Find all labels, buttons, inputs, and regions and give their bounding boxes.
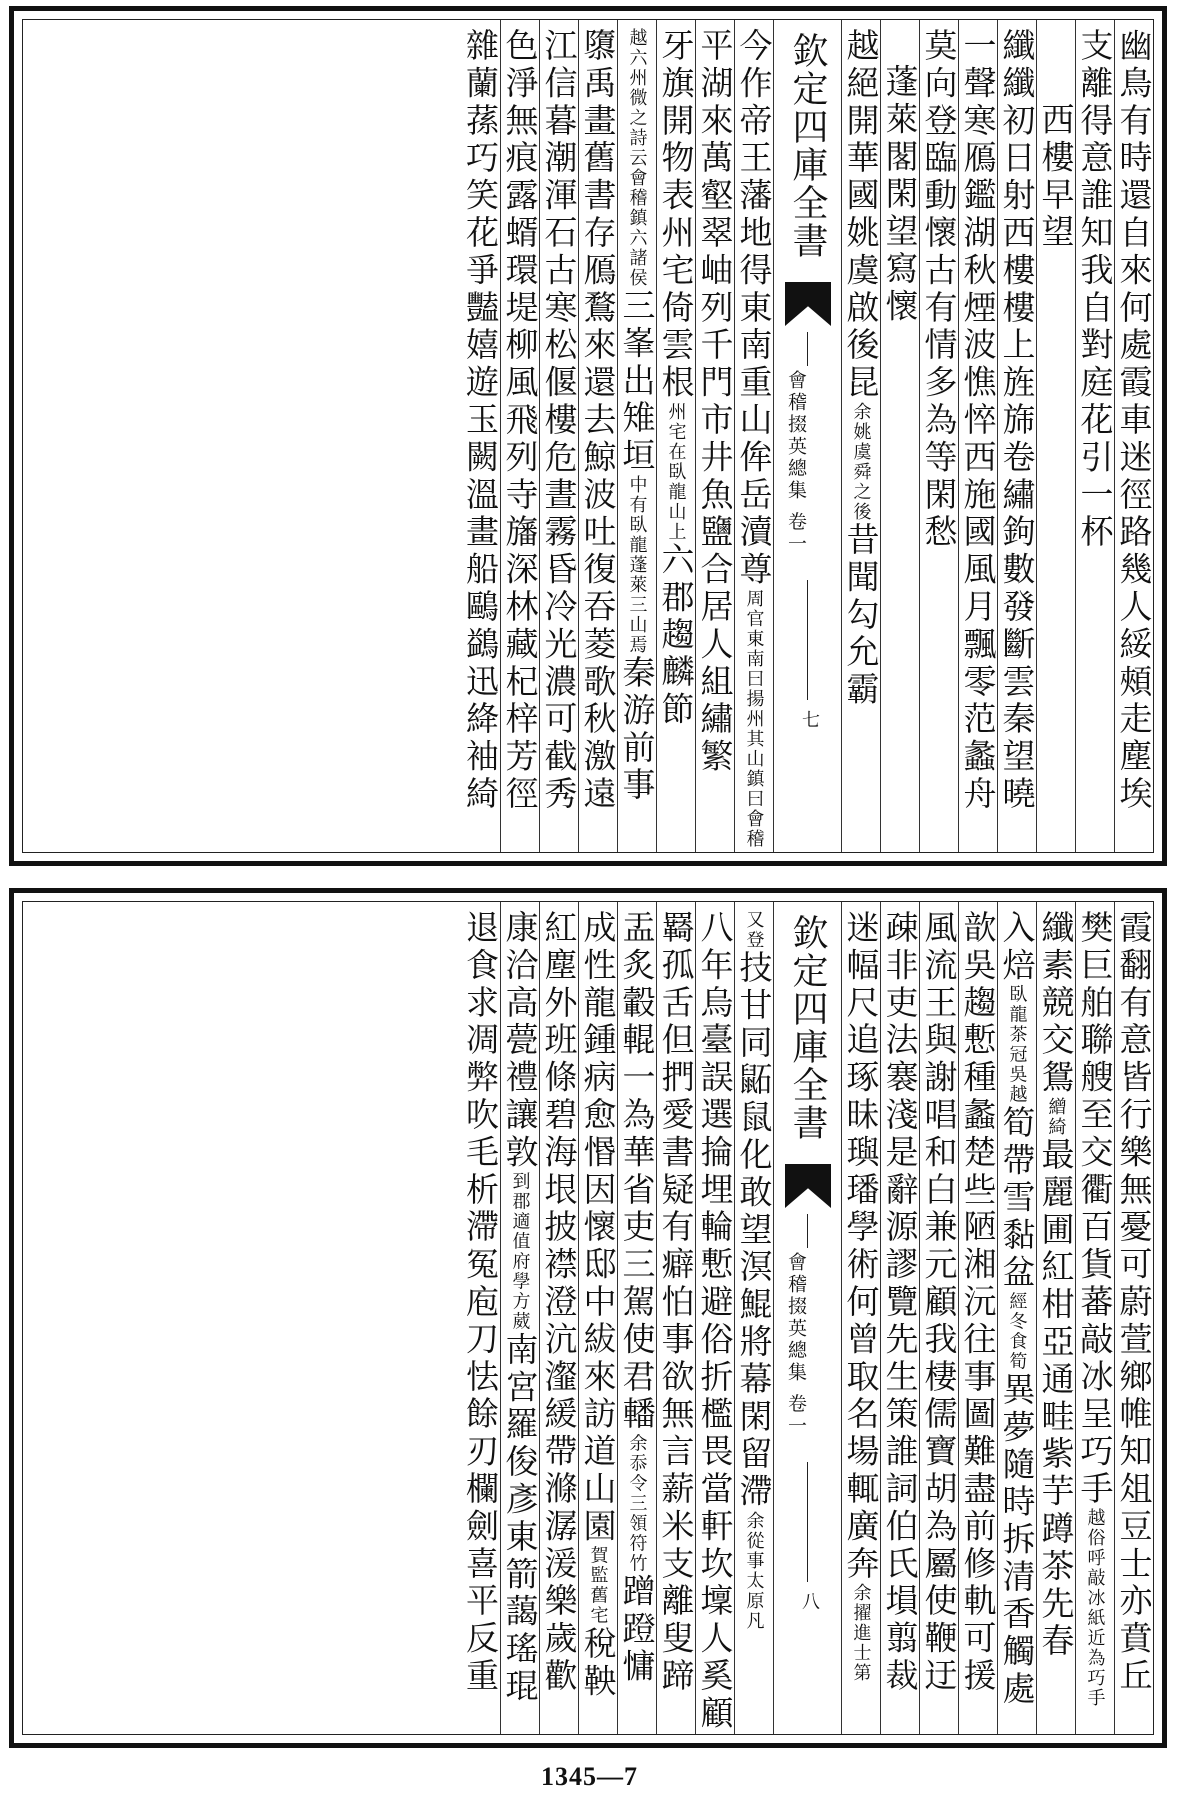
column-text: 南宮羅俊彥東箭藹瑤琨 bbox=[500, 1331, 539, 1706]
column-text-group bbox=[1077, 910, 1114, 1734]
column-text: 歆吳趨慙種蠡楚些陋湘沅往事圖難盡前修軌可援 bbox=[958, 910, 997, 1696]
inline-annotation: 余忝令三領符竹 bbox=[626, 1433, 648, 1574]
bottom-page-panel bbox=[9, 888, 1167, 1748]
text-column bbox=[461, 902, 500, 1734]
inline-annotation: 越俗呼敲冰紙近為巧手 bbox=[1084, 1508, 1106, 1709]
column-text: 最麗圃紅柑亞通畦紫芋蹲茶先春 bbox=[1036, 1137, 1075, 1661]
inline-annotation: 經冬食筍 bbox=[1006, 1291, 1028, 1372]
column-text: 纖纖初日射西樓樓上旌旆卷繡鉤數發斷雲秦望曉 bbox=[997, 28, 1036, 814]
top-page-columns bbox=[23, 20, 1153, 852]
poem-title: 西樓早望 bbox=[1036, 102, 1075, 252]
text-column bbox=[1075, 902, 1114, 1734]
column-text: 今作帝王藩地得東南重山侔岳瀆尊 bbox=[734, 28, 773, 589]
column-text-group bbox=[843, 28, 880, 852]
inline-annotation: 余擢進士第 bbox=[850, 1583, 872, 1684]
column-text: 羇孤舌但捫愛書疑有癖怕事欲無言薪米支離叟蹄 bbox=[656, 910, 695, 1696]
banner-page-number: 八 bbox=[799, 1592, 820, 1610]
column-text-group bbox=[1038, 910, 1075, 1734]
column-text: 雜蘭蓀巧笑花爭豔嬉遊玉闕溫畫船鷗鷁迅絳袖綺 bbox=[461, 28, 500, 814]
column-text: 六郡趨麟節 bbox=[656, 542, 695, 729]
column-text: 色淨無痕露蝑環堤柳風飛列寺旛深林藏杞梓芳徑 bbox=[500, 28, 539, 814]
fish-tail-mark bbox=[785, 1164, 831, 1208]
top-page-panel bbox=[9, 6, 1167, 866]
center-banner bbox=[773, 902, 841, 1734]
column-text: 越絕開華國姚虞啟後昆 bbox=[841, 28, 880, 402]
column-text: 幽鳥有時還自來何處霞車迷徑路幾人綏頰走塵埃 bbox=[1114, 28, 1153, 814]
column-text: 迷幅尺追琢昧璵璠學術何曾取名場輒廣奔 bbox=[841, 910, 880, 1584]
column-text: 牙旗開物表州宅倚雲根 bbox=[656, 28, 695, 402]
inline-annotation: 中有臥龍蓬萊三山焉 bbox=[626, 475, 648, 655]
banner-rule bbox=[807, 1462, 808, 1582]
inline-annotation: 賀監舊宅 bbox=[587, 1545, 609, 1626]
inline-annotation: 繒綺 bbox=[1045, 1097, 1067, 1137]
text-column bbox=[461, 20, 500, 852]
fish-tail-mark bbox=[785, 282, 831, 326]
inline-annotation: 余姚虞舜之後 bbox=[850, 402, 872, 522]
banner-rule bbox=[807, 580, 808, 700]
column-text: 平湖來萬壑翠岫列千門市井魚鹽合居人組繡繁 bbox=[695, 28, 734, 776]
column-text: 隳禹畫舊書存鴈鶩來還去鯨波吐復吞菱歌秋激遠 bbox=[578, 28, 617, 814]
inline-annotation: 到郡適值府學方葳 bbox=[509, 1171, 531, 1332]
column-text: 江信暮潮渾石古寒松偃樓危晝霧昏冷光濃可截秀 bbox=[539, 28, 578, 814]
column-text: 霞翻有意皆行樂無憂可蔚萱鄉帷知俎豆士亦賁丘 bbox=[1114, 910, 1153, 1696]
text-column bbox=[880, 902, 919, 1734]
text-column bbox=[997, 20, 1036, 852]
text-column bbox=[1075, 20, 1114, 852]
column-text-group bbox=[502, 910, 539, 1734]
column-text-group bbox=[736, 910, 773, 1734]
column-text: 風流王與謝唱和白兼元顧我棲儒寶胡為屬使鞭迂 bbox=[919, 910, 958, 1696]
column-text: 支離得意誰知我自對庭花引一杯 bbox=[1075, 28, 1114, 552]
text-column bbox=[997, 902, 1036, 1734]
text-column bbox=[539, 902, 578, 1734]
column-text: 稅鞅 bbox=[578, 1625, 617, 1701]
banner-rule bbox=[807, 1214, 808, 1248]
column-text: 昔聞勾允霸 bbox=[841, 522, 880, 709]
text-column bbox=[1114, 20, 1153, 852]
column-text: 退食求凋弊吹毛析滯冤庖刀怯餘刃欄劍喜平反重 bbox=[461, 910, 500, 1696]
text-column bbox=[919, 902, 958, 1734]
text-column bbox=[539, 20, 578, 852]
column-text-group bbox=[843, 910, 880, 1734]
text-column bbox=[841, 20, 880, 852]
inline-annotation: 臥龍茶冠吳越 bbox=[1006, 984, 1028, 1105]
column-text: 一聲寒鴈鑑湖秋煙波憔悴西施國風月飄零范蠡舟 bbox=[958, 28, 997, 814]
column-text: 八年烏臺誤選掄埋輪慙避俗折檻畏當軒坎壈人奚顧 bbox=[695, 910, 734, 1733]
banner-subtitle: 會稽掇英總集 卷一 bbox=[785, 370, 807, 556]
text-column bbox=[734, 902, 773, 1734]
text-column bbox=[617, 902, 656, 1734]
column-text: 纖素競交鴛 bbox=[1036, 910, 1075, 1097]
column-text: 三峯出雉垣 bbox=[617, 288, 656, 475]
scan-page-number: 1345—7 bbox=[541, 1762, 638, 1791]
text-column bbox=[617, 20, 656, 852]
bottom-page-frame bbox=[22, 901, 1154, 1735]
poem-title-column bbox=[880, 20, 919, 852]
text-column bbox=[1036, 902, 1075, 1734]
column-text-group bbox=[999, 910, 1036, 1734]
text-column bbox=[958, 902, 997, 1734]
text-column bbox=[734, 20, 773, 852]
column-text-group bbox=[619, 28, 656, 852]
column-text: 成性龍鍾病愈惽因懷邸中紱來訪道山園 bbox=[578, 910, 617, 1546]
inline-annotation: 又登 bbox=[743, 910, 765, 950]
text-column bbox=[656, 20, 695, 852]
column-text: 秦游前事 bbox=[617, 655, 656, 805]
inline-annotation: 越六州微之詩云會稽鎮六諸侯 bbox=[626, 28, 648, 288]
text-column bbox=[919, 20, 958, 852]
column-text: 康洽高甍禮讓敦 bbox=[500, 910, 539, 1172]
column-text-group bbox=[580, 910, 617, 1734]
text-column bbox=[500, 20, 539, 852]
poem-title: 蓬萊閣閑望寫懷 bbox=[880, 64, 919, 326]
text-column bbox=[958, 20, 997, 852]
banner-page-number: 七 bbox=[799, 710, 820, 728]
bottom-page-columns bbox=[23, 902, 1153, 1734]
text-column bbox=[841, 902, 880, 1734]
column-text: 筍帶雪黏盆 bbox=[997, 1104, 1036, 1292]
banner-rule bbox=[807, 332, 808, 366]
column-text: 技甘同鼫鼠化敢望溟鯤將幕閑留滯 bbox=[734, 950, 773, 1511]
inline-annotation: 周官東南曰揚州其山鎮曰會稽 bbox=[743, 589, 765, 849]
text-column bbox=[578, 20, 617, 852]
text-column bbox=[578, 902, 617, 1734]
center-banner bbox=[773, 20, 841, 852]
text-column bbox=[1114, 902, 1153, 1734]
column-text-group bbox=[736, 28, 773, 852]
column-text: 樊巨舶聯艘至交衢百貨蕃敲冰呈巧手 bbox=[1075, 910, 1114, 1509]
column-text-group bbox=[658, 28, 695, 852]
column-text: 莫向登臨動懷古有情多為等閑愁 bbox=[919, 28, 958, 552]
column-text: 紅塵外班條碧海垠披襟澄沆瀣緩帶滌潺湲樂歲歡 bbox=[539, 910, 578, 1696]
column-text: 入焙 bbox=[997, 910, 1036, 985]
top-page-frame bbox=[22, 19, 1154, 853]
banner-subtitle: 會稽掇英總集 卷一 bbox=[785, 1252, 807, 1438]
column-text: 盂炙轂輥一為華省吏三駕使君轓 bbox=[617, 910, 656, 1434]
column-text-group bbox=[619, 910, 656, 1734]
poem-title-column bbox=[1036, 20, 1075, 852]
text-column bbox=[656, 902, 695, 1734]
column-text: 異夢隨時拆清香觸處 bbox=[997, 1371, 1036, 1709]
column-text: 蹭蹬慵 bbox=[617, 1573, 656, 1686]
banner-title: 欽定四庫全書 bbox=[787, 32, 828, 260]
text-column bbox=[695, 902, 734, 1734]
column-text: 疎非吏法褰淺是辭源謬覽先生策誰詞伯氏塤翦裁 bbox=[880, 910, 919, 1696]
inline-annotation: 州宅在臥龍山上 bbox=[665, 402, 687, 542]
text-column bbox=[695, 20, 734, 852]
text-column bbox=[500, 902, 539, 1734]
inline-annotation: 余從事太原凡 bbox=[743, 1511, 765, 1631]
banner-title: 欽定四庫全書 bbox=[787, 914, 828, 1142]
